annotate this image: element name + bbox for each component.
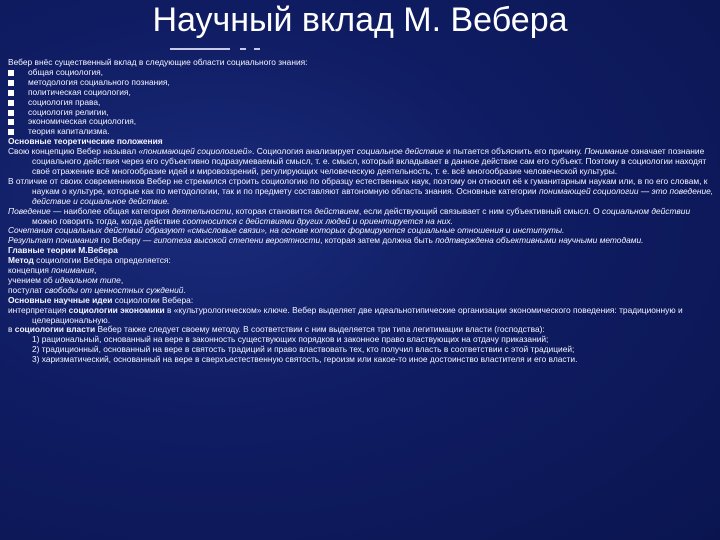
bullet-square-icon xyxy=(8,90,14,96)
power-type-charismatic: 3) харизматический, основанный на вере в сверхъестественную святость, героизм или какое-то иное достоинство властителя и его власти. xyxy=(32,354,578,365)
bullet-square-icon xyxy=(8,80,14,86)
power-type-traditional: 2) традиционный, основанный на вере в святость традиций и право властвовать тех, кто получил власть в соответствии с этой традицией; xyxy=(32,344,575,355)
bullet-square-icon xyxy=(8,119,14,125)
paragraph-result: Результат понимания по Веберу — гипотеза высокой степени вероятности, которая затем должна быть подтверждена объективными научными методами. xyxy=(8,235,644,246)
bullet-square-icon xyxy=(8,70,14,76)
bullet-square-icon xyxy=(8,129,14,135)
concept-line: концепция понимания, xyxy=(8,265,97,276)
power-type-rational: 1) рациональный, основанный на вере в законность существующих порядков и законное право властвующих на отдачу приказаний; xyxy=(32,334,549,345)
intro-text: Вебер внёс существенный вклад в следующие области социального знания: xyxy=(8,57,308,67)
bullet-square-icon xyxy=(8,100,14,106)
method-line: Метод социологии Вебера определяется: xyxy=(8,255,171,266)
paragraph-meaning-links: Сочетания социальных действий образуют «смысловые связи», на основе которых формируются социальные отношения и институты. xyxy=(8,225,565,236)
power-paragraph: в социологии власти Вебер также следует своему методу. В соответствии с ним выделяется три типа легитимации власти (господства): xyxy=(8,324,545,335)
economics-paragraph: интерпретация социологии экономики в «культурологическом» ключе. Вебер выделяет две идеальнотипические организации экономического поведения: традиционную и целерациональную. xyxy=(8,304,683,325)
list-item: социология права, xyxy=(8,98,714,108)
list-item: политическая социология, xyxy=(8,88,714,98)
ideas-heading: Основные научные идеи социологии Вебера: xyxy=(8,294,194,305)
paragraph-behavior: Поведение — наиболее общая категория деятельности, которая становится действием, если действующий связывает с ним субъективный смысл. О социальном действии можно говорить тогда, когда действие соотносится с действиями других людей и ориентируется на них. xyxy=(8,205,691,226)
section-heading-main: Главные теории М.Вебера xyxy=(8,245,118,256)
bullet-square-icon xyxy=(8,110,14,116)
section-heading-theory: Основные теоретические положения xyxy=(8,136,163,147)
list-item: общая социология, xyxy=(8,68,714,78)
list-item: экономическая социология, xyxy=(8,117,714,127)
title-divider xyxy=(0,44,720,54)
list-item: методология социального познания, xyxy=(8,78,714,88)
list-item: теория капитализма. xyxy=(8,127,714,137)
list-item: социология религии, xyxy=(8,108,714,118)
paragraph-understanding: Свою концепцию Вебер называл «понимающей социологией». Социология анализирует социальное действие и пытается объяснить его причину. Понимание означает познание социального действия через его субъективно подразумеваемый смысл, т. е. смысл, который вкладывает в данное действие сам его субъект. Поэтому в социологии находят своё отражение всё многообразие идей и мировоззрений, регулирующих человеческую деятельность, т. е. всё многообразие человеческой культуры. xyxy=(8,146,707,176)
paragraph-categories: В отличие от своих современников Вебер не стремился строить социологию по образцу естественных наук, поэтому он относил её к гуманитарным наукам или, в по его словам, к наукам о культуре, которые как по методологии, так и по предмету составляют автономную область знания. Основные категории понимающей социологии — это поведение, действие и социальное действие. xyxy=(8,175,714,206)
slide-title: Научный вклад М. Вебера xyxy=(152,1,568,39)
slide-body xyxy=(8,58,714,365)
postulate-line: постулат свободы от ценностных суждений. xyxy=(8,284,186,295)
ideal-type-line: учением об идеальном типе, xyxy=(8,274,124,285)
